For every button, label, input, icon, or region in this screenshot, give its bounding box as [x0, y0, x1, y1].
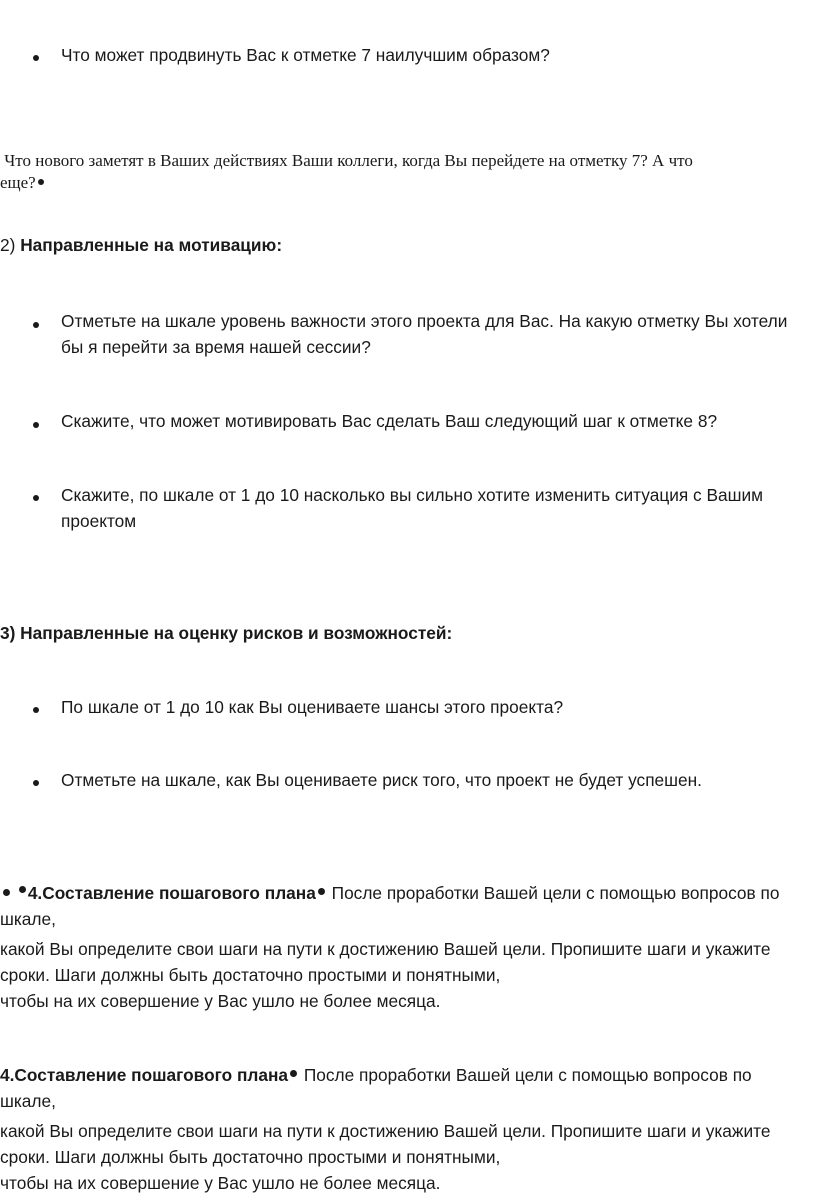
bullet-icon — [33, 707, 39, 713]
bullet-icon — [19, 886, 26, 893]
section-heading — [0, 620, 452, 646]
plan-line-text: После проработки Вашей цели с помощью вопросов по — [326, 883, 780, 903]
plan-line: чтобы на их совершение у Вас ушло не более месяца. — [0, 1173, 441, 1193]
plan-line: сроки. Шаги должны быть достаточно простыми и понятными, — [0, 1147, 501, 1167]
list-item: Скажите, что может мотивировать Вас сделать Ваш следующий шаг к отметке 8? — [61, 411, 718, 431]
bullet-icon — [33, 495, 39, 501]
serif-paragraph-line: Что нового заметят в Ваших действиях Ваши коллеги, когда Вы перейдете на отметку 7? А что — [0, 151, 693, 170]
list-item-line: проектом — [61, 511, 137, 531]
section-title: 3) Направленные на оценку рисков и возможностей: — [0, 623, 453, 643]
list-item — [61, 308, 787, 360]
list-item-line: бы я перейти за время нашей сессии? — [61, 337, 371, 357]
section-title: Направленные на мотивацию: — [20, 235, 283, 255]
plan-line — [0, 1062, 816, 1088]
plan-line: шкале, — [0, 909, 56, 929]
plan-line: какой Вы определите свои шаги на пути к достижению Вашей цели. Пропишите шаги и укажите — [0, 939, 771, 959]
list-item-line: Отметьте на шкале уровень важности этого проекта для Вас. На какую отметку Вы хотели — [61, 311, 788, 331]
section-heading — [0, 232, 282, 258]
list-item: Отметьте на шкале, как Вы оцениваете риск того, что проект не будет успешен. — [61, 770, 702, 790]
plan-line-text: После проработки Вашей цели с помощью вопросов по — [299, 1065, 752, 1085]
bullet-icon — [3, 889, 10, 896]
list-item — [61, 482, 763, 534]
bullet-icon — [33, 55, 39, 61]
plan-line: какой Вы определите свои шаги на пути к достижению Вашей цели. Пропишите шаги и укажите — [0, 1121, 771, 1141]
serif-paragraph-tail: еще? — [0, 173, 36, 192]
plan-paragraph — [0, 880, 816, 1014]
bullet-icon — [33, 422, 39, 428]
plan-line: шкале, — [0, 1091, 56, 1111]
list-item-line: Скажите, по шкале от 1 до 10 насколько вы сильно хотите изменить ситуация с Вашим — [61, 485, 764, 505]
plan-heading: 4.Составление пошагового плана — [0, 1065, 289, 1085]
plan-paragraph — [0, 1062, 816, 1196]
plan-line — [0, 880, 816, 906]
bullet-icon — [38, 179, 44, 185]
bullet-icon — [33, 780, 39, 786]
plan-line: сроки. Шаги должны быть достаточно простыми и понятными, — [0, 965, 501, 985]
list-item: По шкале от 1 до 10 как Вы оцениваете шансы этого проекта? — [61, 697, 564, 717]
bullet-icon — [290, 1070, 297, 1077]
serif-paragraph-line — [0, 172, 46, 194]
plan-heading: 4.Составление пошагового плана — [27, 883, 316, 903]
list-item: Что может продвинуть Вас к отметке 7 наилучшим образом? — [61, 45, 550, 65]
plan-line: чтобы на их совершение у Вас ушло не более месяца. — [0, 991, 441, 1011]
bullet-icon — [318, 888, 325, 895]
section-number: 2) — [0, 235, 16, 255]
bullet-icon — [33, 322, 39, 328]
